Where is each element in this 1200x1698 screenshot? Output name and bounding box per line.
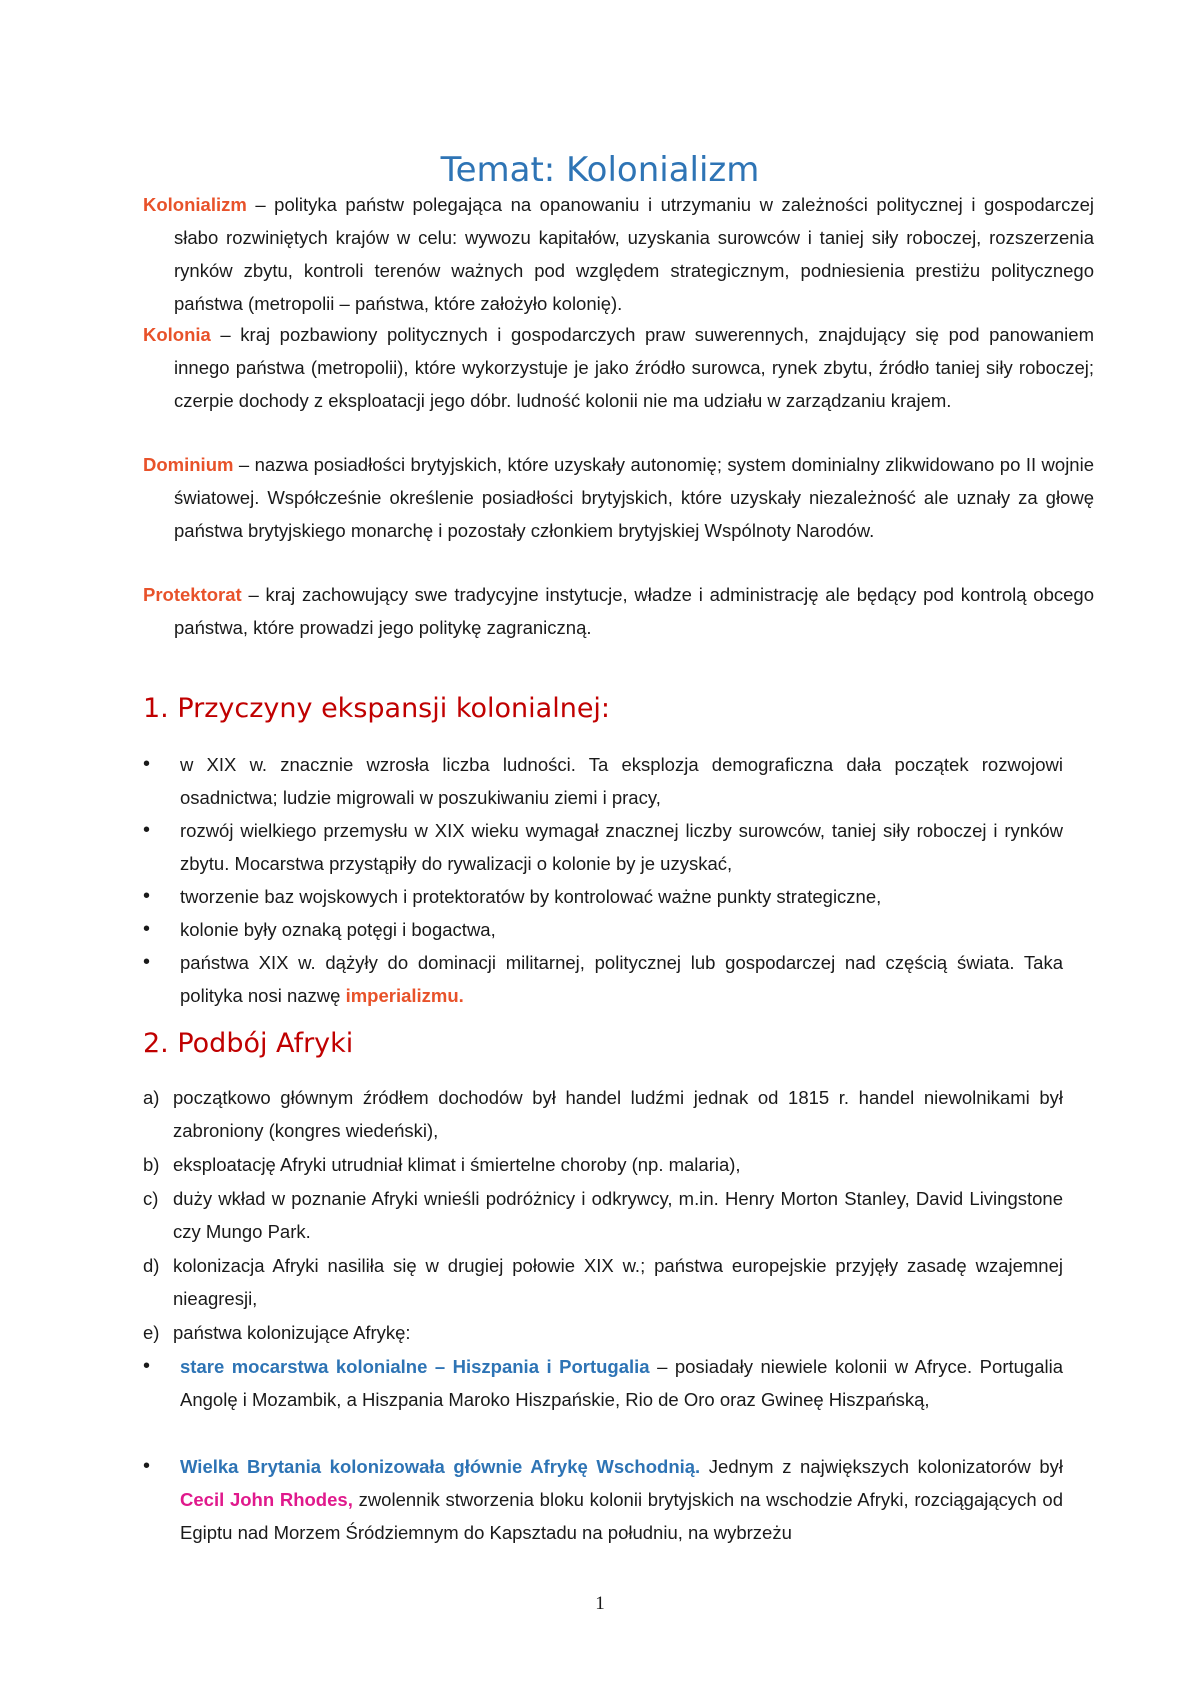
list-item: • tworzenie baz wojskowych i protektoratów by kontrolować ważne punkty strategiczne, bbox=[143, 880, 1063, 913]
bullet-icon: • bbox=[143, 885, 151, 907]
list-item: c) duży wkład w poznanie Afryki wnieśli podróżnicy i odkrywcy, m.in. Henry Morton Stanley, David Livingstone czy Mungo Park. bbox=[143, 1182, 1063, 1248]
highlight-old-powers: stare mocarstwa kolonialne – Hiszpania i Portugalia bbox=[180, 1356, 650, 1377]
list-item: • kolonie były oznaką potęgi i bogactwa, bbox=[143, 913, 1063, 946]
list-marker: a) bbox=[143, 1087, 160, 1108]
bullet-icon: • bbox=[143, 951, 151, 973]
imperialism-term: imperializmu. bbox=[345, 985, 464, 1006]
page-title: Temat: Kolonializm bbox=[440, 150, 760, 190]
definition-kolonia bbox=[143, 318, 1094, 417]
definition-text: – kraj pozbawiony politycznych i gospodarczych praw suwerennych, znajdujący się pod panowaniem innego państwa (metropolii), które wykorzystuje je jako źródło surowca, rynek zbytu, źródło taniej siły roboczej; czerpie dochody z eksploatacji jego dóbr. ludność kolonii nie ma udziału w zarządzaniu krajem. bbox=[174, 324, 1094, 411]
list-item: • Wielka Brytania kolonizowała głównie Afrykę Wschodnią. Jednym z największych kolonizatorów był Cecil John Rhodes, zwolennik stworzenia bloku kolonii brytyjskich na wschodzie Afryki, rozciągających od Egiptu nad Morzem Śródziemnym do Kapsztadu na południu, na wybrzeżu bbox=[143, 1450, 1063, 1549]
section-heading-2: 2. Podbój Afryki bbox=[143, 1028, 354, 1059]
bullet-icon: • bbox=[143, 753, 151, 775]
page-number: 1 bbox=[595, 1593, 605, 1614]
list-item: • rozwój wielkiego przemysłu w XIX wieku wymagał znacznej liczby surowców, taniej siły roboczej i rynków zbytu. Mocarstwa przystąpiły do rywalizacji o kolonie by je uzyskać, bbox=[143, 814, 1063, 880]
definition-text: – kraj zachowujący swe tradycyjne instytucje, władze i administrację ale będący pod kontrolą obcego państwa, które prowadzi jego politykę zagraniczną. bbox=[174, 584, 1094, 638]
list-item: • państwa XIX w. dążyły do dominacji militarnej, politycznej lub gospodarczej nad częścią świata. Taka polityka nosi nazwę imperializmu. bbox=[143, 946, 1063, 1012]
definition-term: Kolonia bbox=[143, 324, 211, 345]
list-item: a) początkowo głównym źródłem dochodów był handel ludźmi jednak od 1815 r. handel niewolnikami był zabroniony (kongres wiedeński), bbox=[143, 1081, 1063, 1147]
definition-term: Dominium bbox=[143, 454, 234, 475]
person-rhodes: Cecil John Rhodes, bbox=[180, 1489, 353, 1510]
bullet-icon: • bbox=[143, 1455, 151, 1477]
definition-kolonializm bbox=[143, 188, 1094, 320]
bullet-icon: • bbox=[143, 1355, 151, 1377]
list-marker: e) bbox=[143, 1322, 160, 1343]
list-item: • stare mocarstwa kolonialne – Hiszpania i Portugalia – posiadały niewiele kolonii w Afryce. Portugalia Angolę i Mozambik, a Hiszpania Maroko Hiszpańskie, Rio de Oro oraz Gwineę Hiszpańską, bbox=[143, 1350, 1063, 1416]
definition-protektorat bbox=[143, 578, 1094, 644]
section-heading-1: 1. Przyczyny ekspansji kolonialnej: bbox=[143, 693, 611, 724]
list-marker: b) bbox=[143, 1154, 160, 1175]
list-marker: d) bbox=[143, 1255, 160, 1276]
definition-text: – polityka państw polegająca na opanowaniu i utrzymaniu w zależności politycznej i gospodarczej słabo rozwiniętych krajów w celu: wywozu kapitałów, uzyskania surowców i taniej siły roboczej, rozszerzenia rynków zbytu, kontroli terenów ważnych pod względem strategicznym, podniesienia prestiżu politycznego państwa (metropolii – państwa, które założyło kolonię). bbox=[174, 194, 1094, 314]
definition-term: Kolonializm bbox=[143, 194, 247, 215]
list-item: d) kolonizacja Afryki nasiliła się w drugiej połowie XIX w.; państwa europejskie przyjęły zasadę wzajemnej nieagresji, bbox=[143, 1249, 1063, 1315]
list-item: • w XIX w. znacznie wzrosła liczba ludności. Ta eksplozja demograficzna dała początek rozwojowi osadnictwa; ludzie migrowali w poszukiwaniu ziemi i pracy, bbox=[143, 748, 1063, 814]
list-item: b) eksploatację Afryki utrudniał klimat i śmiertelne choroby (np. malaria), bbox=[143, 1148, 1063, 1181]
definition-term: Protektorat bbox=[143, 584, 242, 605]
list-marker: c) bbox=[143, 1188, 159, 1209]
definition-text: – nazwa posiadłości brytyjskich, które uzyskały autonomię; system dominialny zlikwidowano po II wojnie światowej. Współcześnie określenie posiadłości brytyjskich, które uzyskały niezależność ale uznały za głowę państwa brytyjskiego monarchę i pozostały członkiem brytyjskiej Wspólnoty Narodów. bbox=[174, 454, 1094, 541]
list-item: e) państwa kolonizujące Afrykę: bbox=[143, 1316, 1063, 1349]
highlight-great-britain: Wielka Brytania kolonizowała głównie Afrykę Wschodnią. bbox=[180, 1456, 701, 1477]
definition-dominium bbox=[143, 448, 1094, 547]
bullet-icon: • bbox=[143, 819, 151, 841]
bullet-icon: • bbox=[143, 918, 151, 940]
